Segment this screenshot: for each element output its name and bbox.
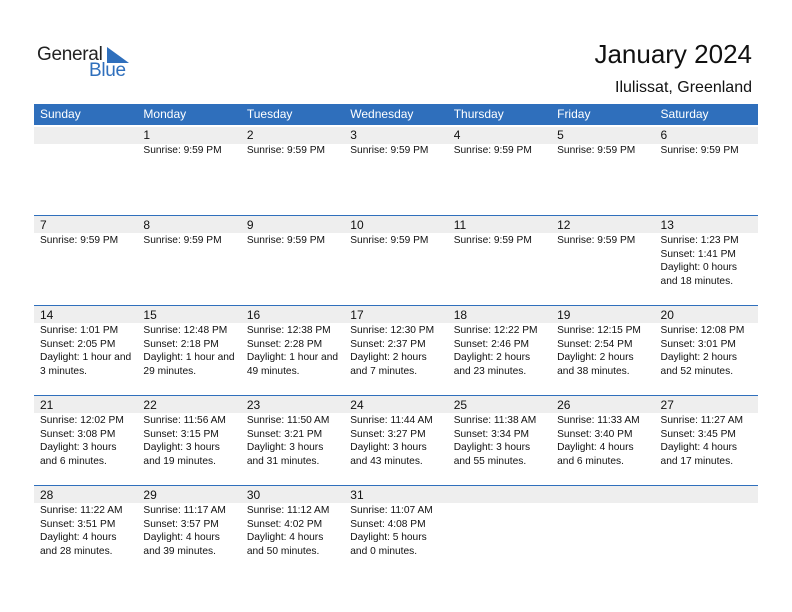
day-number: 30 — [246, 488, 261, 502]
day-number: 25 — [453, 398, 468, 412]
week-cells — [34, 305, 758, 395]
day-cell — [34, 125, 137, 215]
day-cell — [34, 395, 137, 485]
calendar-week — [34, 395, 758, 485]
day-cell — [137, 125, 240, 215]
daylight-text: Daylight: 3 hours and 6 minutes. — [40, 442, 117, 467]
sunrise-text: Sunrise: 1:01 PM — [40, 325, 119, 336]
sunset-text: Sunset: 4:08 PM — [350, 518, 426, 530]
day-cell — [137, 215, 240, 305]
sunrise-text: Sunrise: 11:38 AM — [453, 415, 537, 426]
day-number: 10 — [350, 218, 364, 232]
sunset-text: Sunset: 3:15 PM — [143, 428, 219, 440]
day-cell — [655, 215, 758, 305]
day-cell — [655, 485, 758, 575]
day-number: 19 — [557, 308, 571, 322]
sunrise-text: Sunrise: 9:59 PM — [557, 145, 636, 156]
daylight-text: Daylight: 0 hours and 18 minutes. — [660, 262, 737, 287]
day-cell — [551, 395, 654, 485]
sunrise-text: Sunrise: 9:59 PM — [246, 235, 325, 246]
day-cell — [448, 305, 551, 395]
day-number: 29 — [143, 488, 157, 502]
daylight-text: Daylight: 5 hours and 0 minutes. — [350, 532, 427, 557]
day-cell — [241, 125, 344, 215]
day-cell — [241, 305, 344, 395]
day-number: 22 — [143, 398, 157, 412]
day-number: 26 — [557, 398, 571, 412]
sunrise-text: Sunrise: 12:48 PM — [143, 325, 228, 336]
day-cell — [241, 485, 344, 575]
daylight-text: Daylight: 4 hours and 50 minutes. — [246, 532, 324, 557]
day-number: 16 — [246, 308, 261, 322]
sunrise-text: Sunrise: 11:27 AM — [660, 415, 744, 426]
week-cells — [34, 485, 758, 575]
sunrise-text: Sunrise: 9:59 PM — [350, 235, 429, 246]
day-number: 18 — [453, 308, 468, 322]
sunset-text: Sunset: 3:21 PM — [246, 428, 323, 440]
sunrise-text: Sunrise: 9:59 PM — [453, 235, 532, 246]
day-cell — [551, 215, 654, 305]
day-cell — [241, 395, 344, 485]
daylight-text: Daylight: 1 hour and 29 minutes. — [143, 352, 235, 377]
daylight-text: Daylight: 2 hours and 52 minutes. — [660, 352, 737, 377]
sunset-text: Sunset: 2:05 PM — [40, 338, 116, 350]
sunset-text: Sunset: 2:46 PM — [453, 338, 530, 350]
calendar-week — [34, 485, 758, 575]
day-number: 3 — [350, 128, 357, 142]
day-cell — [137, 485, 240, 575]
weeks-container — [34, 125, 758, 575]
sunset-text: Sunset: 4:02 PM — [246, 518, 323, 530]
sunrise-text: Sunrise: 12:02 PM — [40, 415, 124, 426]
day-cell — [655, 395, 758, 485]
day-cell — [655, 305, 758, 395]
sunrise-text: Sunrise: 11:22 AM — [40, 505, 123, 516]
day-number: 6 — [660, 128, 668, 142]
logo-word-blue: Blue — [89, 60, 126, 81]
sunset-text: Sunset: 1:41 PM — [660, 248, 736, 260]
day-number: 13 — [660, 218, 674, 232]
sunrise-text: Sunrise: 11:33 AM — [557, 415, 640, 426]
sunrise-text: Sunrise: 12:22 PM — [453, 325, 538, 336]
sunset-text: Sunset: 3:08 PM — [40, 428, 116, 440]
day-number: 7 — [40, 218, 47, 232]
daylight-text: Daylight: 2 hours and 7 minutes. — [350, 352, 427, 377]
day-number: 31 — [350, 488, 364, 502]
sunset-text: Sunset: 3:51 PM — [40, 518, 116, 530]
sunrise-text: Sunrise: 11:12 AM — [246, 505, 330, 516]
day-cell — [551, 125, 654, 215]
daylight-text: Daylight: 1 hour and 49 minutes. — [246, 352, 339, 377]
sunrise-text: Sunrise: 11:50 AM — [246, 415, 330, 426]
day-cell — [34, 305, 137, 395]
calendar-week — [34, 125, 758, 215]
day-number: 2 — [246, 128, 254, 142]
day-number: 15 — [143, 308, 157, 322]
weekday-header — [34, 104, 758, 125]
sunset-text: Sunset: 3:57 PM — [143, 518, 219, 530]
day-number: 5 — [557, 128, 564, 142]
day-number: 9 — [246, 218, 254, 232]
day-number: 4 — [453, 128, 461, 142]
calendar-grid — [34, 104, 758, 575]
week-cells — [34, 395, 758, 485]
weekday-sunday: Sunday — [40, 107, 81, 121]
sunrise-text: Sunrise: 9:59 PM — [143, 235, 222, 246]
day-number — [661, 488, 758, 504]
daylight-text: Daylight: 4 hours and 39 minutes. — [143, 532, 220, 557]
day-cell — [344, 305, 447, 395]
sunset-text: Sunset: 3:40 PM — [557, 428, 633, 440]
daylight-text: Daylight: 3 hours and 19 minutes. — [143, 442, 220, 467]
day-number — [454, 488, 551, 504]
day-cell — [344, 215, 447, 305]
day-number: 20 — [660, 308, 674, 322]
sunrise-text: Sunrise: 9:59 PM — [350, 145, 429, 156]
weekday-monday: Monday — [143, 107, 187, 121]
weekday-saturday: Saturday — [660, 107, 709, 121]
week-cells — [34, 215, 758, 305]
day-cell — [551, 305, 654, 395]
sunrise-text: Sunrise: 12:38 PM — [246, 325, 331, 336]
weekday-wednesday: Wednesday — [350, 107, 414, 121]
calendar-location: Ilulissat, Greenland — [615, 79, 752, 96]
day-number: 12 — [557, 218, 571, 232]
calendar-week — [34, 215, 758, 305]
day-number: 27 — [660, 398, 674, 412]
daylight-text: Daylight: 1 hour and 3 minutes. — [40, 352, 132, 377]
daylight-text: Daylight: 3 hours and 55 minutes. — [453, 442, 531, 467]
logo-word-general: General — [37, 44, 103, 65]
day-number: 23 — [246, 398, 261, 412]
day-cell — [137, 305, 240, 395]
brand-logo — [37, 44, 147, 84]
day-number — [40, 128, 137, 144]
sunrise-text: Sunrise: 11:17 AM — [143, 505, 226, 516]
daylight-text: Daylight: 2 hours and 23 minutes. — [453, 352, 531, 377]
daylight-text: Daylight: 4 hours and 6 minutes. — [557, 442, 634, 467]
sunrise-text: Sunrise: 9:59 PM — [660, 145, 739, 156]
day-cell — [448, 215, 551, 305]
sunrise-text: Sunrise: 9:59 PM — [453, 145, 532, 156]
sunrise-text: Sunrise: 11:56 AM — [143, 415, 226, 426]
sunrise-text: Sunrise: 11:44 AM — [350, 415, 433, 426]
daylight-text: Daylight: 4 hours and 17 minutes. — [660, 442, 737, 467]
day-number: 8 — [143, 218, 151, 232]
sunset-text: Sunset: 3:34 PM — [453, 428, 530, 440]
daylight-text: Daylight: 2 hours and 38 minutes. — [557, 352, 634, 377]
sunset-text: Sunset: 2:28 PM — [246, 338, 323, 350]
day-cell — [137, 395, 240, 485]
sunset-text: Sunset: 2:37 PM — [350, 338, 426, 350]
day-cell — [34, 485, 137, 575]
sunrise-text: Sunrise: 11:07 AM — [350, 505, 433, 516]
day-cell — [34, 215, 137, 305]
sunset-text: Sunset: 3:27 PM — [350, 428, 426, 440]
day-number — [557, 488, 654, 504]
daylight-text: Daylight: 3 hours and 31 minutes. — [246, 442, 324, 467]
sunrise-text: Sunrise: 12:08 PM — [660, 325, 745, 336]
day-cell — [344, 485, 447, 575]
calendar-week — [34, 305, 758, 395]
day-number: 28 — [40, 488, 54, 502]
week-cells — [34, 125, 758, 215]
sunrise-text: Sunrise: 1:23 PM — [660, 235, 739, 246]
day-cell — [344, 395, 447, 485]
day-cell — [655, 125, 758, 215]
day-number: 11 — [453, 218, 467, 232]
sunrise-text: Sunrise: 12:30 PM — [350, 325, 435, 336]
day-cell — [551, 485, 654, 575]
day-number: 21 — [40, 398, 54, 412]
sunset-text: Sunset: 2:54 PM — [557, 338, 633, 350]
day-cell — [241, 215, 344, 305]
day-number: 17 — [350, 308, 364, 322]
sunrise-text: Sunrise: 9:59 PM — [246, 145, 325, 156]
day-number: 14 — [40, 308, 54, 322]
daylight-text: Daylight: 3 hours and 43 minutes. — [350, 442, 427, 467]
sunrise-text: Sunrise: 12:15 PM — [557, 325, 641, 336]
sunrise-text: Sunrise: 9:59 PM — [143, 145, 222, 156]
weekday-thursday: Thursday — [453, 107, 504, 121]
sunset-text: Sunset: 3:01 PM — [660, 338, 736, 350]
day-number: 24 — [350, 398, 364, 412]
day-number: 1 — [143, 128, 151, 142]
sunset-text: Sunset: 2:18 PM — [143, 338, 219, 350]
sunset-text: Sunset: 3:45 PM — [660, 428, 736, 440]
weekday-tuesday: Tuesday — [246, 107, 293, 121]
sunrise-text: Sunrise: 9:59 PM — [40, 235, 119, 246]
day-cell — [448, 395, 551, 485]
day-cell — [448, 125, 551, 215]
weekday-friday: Friday — [557, 107, 591, 121]
calendar-title: January 2024 — [594, 39, 752, 69]
day-cell — [448, 485, 551, 575]
sunrise-text: Sunrise: 9:59 PM — [557, 235, 636, 246]
day-cell — [344, 125, 447, 215]
daylight-text: Daylight: 4 hours and 28 minutes. — [40, 532, 117, 557]
